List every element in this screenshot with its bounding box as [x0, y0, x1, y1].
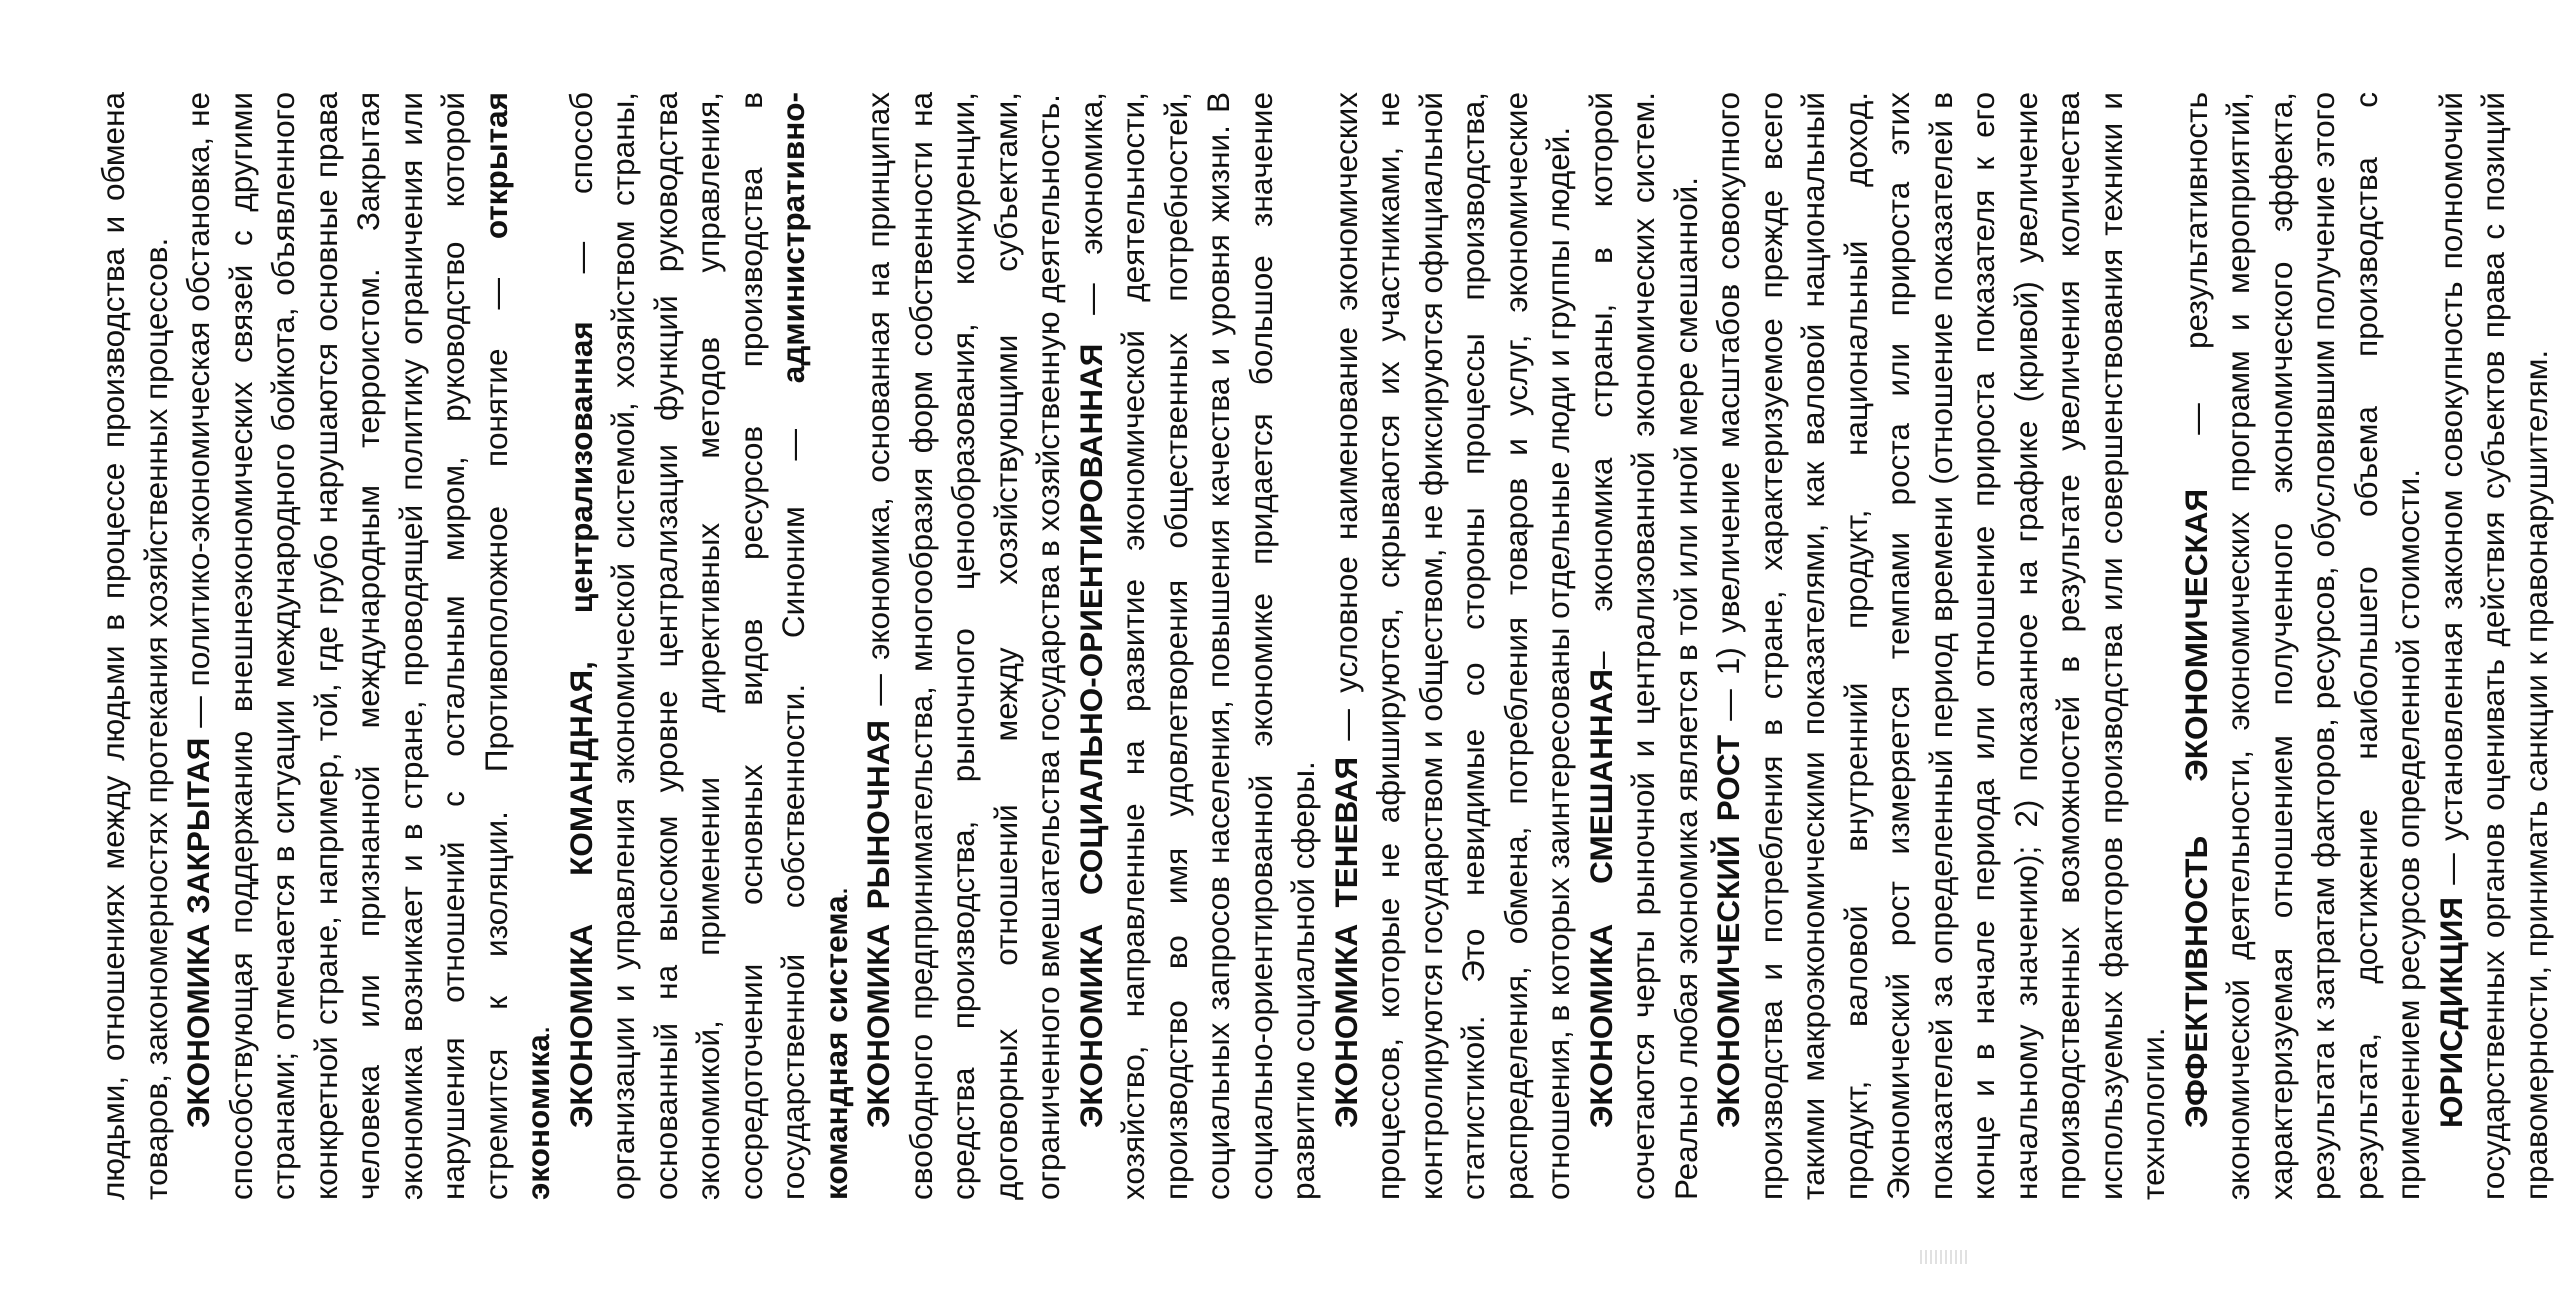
- entry-text: политико-экономическая обстановка, не способствующая поддержанию внешнеэкономических связей с другими странами; отмечается в ситуации международного бойкота, объявленного конкретной стране, например, той, где грубо нарушаются основные права человека или признанной международным терроистом. Закрытая экономика возникает и в стране, проводящей политику ограничения или нарушения отношений с остальным миром, руководство которой стремится к изоляции. Противоположное понятие —: [180, 92, 514, 1200]
- entry-economy-social: [1070, 92, 1325, 1200]
- entry-term: ЭКОНОМИЧЕСКИЙ РОСТ: [1710, 734, 1746, 1128]
- entry-text: экономика, основанная на принципах свободного предпринимательства, многообразия форм собственности на средства производства, рыночного ценообразования, конкуренции, договорных отношений между хозяйствующими субъектами, ограниченного вмешательства государства в хозяйственную деятельность.: [860, 92, 1066, 1200]
- entry-text: экономика страны, в которой сочетаются черты рыночной и централизованной экономических систем. Реально любая экономика является в той или иной мере смешанной.: [1582, 92, 1704, 1200]
- entry-jurisdiction: [2430, 92, 2557, 1200]
- entry-term: ЭКОНОМИКА РЫНОЧНАЯ: [860, 720, 896, 1128]
- entry-text: установленная законом совокупность полномочий государственных органов оценивать действия субъектов права с позиций правомерности, принимать санкции к правонарушителям.: [2432, 92, 2554, 1200]
- entry-separator: —: [562, 194, 599, 322]
- entry-tail: .: [520, 1025, 556, 1035]
- entry-synonym: открытая экономика: [477, 92, 556, 1200]
- entry-economy-command: [560, 92, 858, 1200]
- entry-economy-market: [857, 92, 1070, 1200]
- entry-separator: —: [1327, 692, 1364, 757]
- entry-term: ЭКОНОМИКА СМЕШАННАЯ: [1582, 668, 1619, 1128]
- entry-economy-mixed: [1580, 92, 1708, 1200]
- entry-separator: —: [860, 659, 896, 720]
- entry-separator: —: [2432, 840, 2469, 897]
- entry-economic-growth: [1707, 92, 2175, 1200]
- entry-text: условное наименование экономических процессов, которые не афишируются, скрываются их участниками, не контролируются государством и обществом, не фиксируются официальной статистикой. Это невидимые со стороны процессы производства, распределения, обмена, потребления товаров и услуг, экономические отношения, в которых заинтересованы отдельные люди и группы людей.: [1327, 91, 1576, 1200]
- entry-separator: –: [1582, 611, 1619, 669]
- entry-term: ЭФФЕКТИВНОСТЬ ЭКОНОМИЧЕСКАЯ: [2177, 488, 2214, 1128]
- entry-tail: .: [817, 886, 854, 896]
- entry-separator: —: [1710, 675, 1746, 735]
- entry-economic-efficiency: [2175, 92, 2430, 1200]
- scan-smudge: [1920, 1250, 1968, 1264]
- entry-intro: [92, 92, 177, 1200]
- entry-term: ЭКОНОМИКА ТЕНЕВАЯ: [1327, 756, 1364, 1128]
- entry-separator: —: [180, 686, 216, 738]
- entry-term: ЭКОНОМИКА СОЦИАЛЬНО-ОРИЕНТИРОВАННАЯ: [1072, 343, 1109, 1128]
- entry-text: людьми, отношениях между людьми в процессе производства и обмена товаров, закономерностях протекания хозяйственных процессов.: [95, 92, 174, 1200]
- entry-text: результативность экономической деятельности, экономических программ и мероприятий, характеризуемая отношением полученного экономического эффекта, результата к затратам факторов, ресурсов, обусловившим получение этого результата, достижение наибольшего объема производства с применением ресурсов определенной стоимости.: [2177, 92, 2426, 1200]
- entry-separator: —: [2177, 348, 2214, 489]
- entry-economy-closed: [177, 92, 560, 1200]
- entry-term: ЮРИСДИКЦИЯ: [2432, 896, 2469, 1128]
- entry-synonym: административно-командная система: [775, 92, 854, 1200]
- entry-text: 1) увеличение масштабов совокупного производства и потребления в стране, характеризуемое прежде всего такими макроэкономическими показателями, как валовой национальный продукт, валовой внутренний продукт, национальный доход. Экономический рост измеряется темпами роста или прироста этих показателей за определенный период времени (отношение показателей в конце и в начале периода или отношение прироста показателя к его начальному значению); 2) показанное на графике (кривой) увеличение производственных возможностей в результате увеличения количества используемых факторов производства или совершенствования техники и технологии.: [1710, 92, 2171, 1200]
- entry-term: ЭКОНОМИКА КОМАНДНАЯ, централизованная: [562, 321, 599, 1128]
- entry-economy-shadow: [1325, 92, 1580, 1200]
- entry-separator: —: [1072, 254, 1109, 344]
- entry-text: экономика, хозяйство, направленные на развитие экономической деятельности, производство во имя удовлетворения общественных потребностей, социальных запросов населения, повышения качества и уровня жизни. В социально-ориентированной экономике придается большое значение развитию социальной сферы.: [1072, 92, 1321, 1200]
- entry-text: способ организации и управления экономической системой, хозяйством страны, основанный на высоком уровне централизации функций руководства экономикой, применении директивных методов управления, сосредоточении основных видов ресурсов производства в государственной собственности. Синоним —: [562, 92, 811, 1200]
- entry-term: ЭКОНОМИКА ЗАКРЫТАЯ: [180, 737, 216, 1128]
